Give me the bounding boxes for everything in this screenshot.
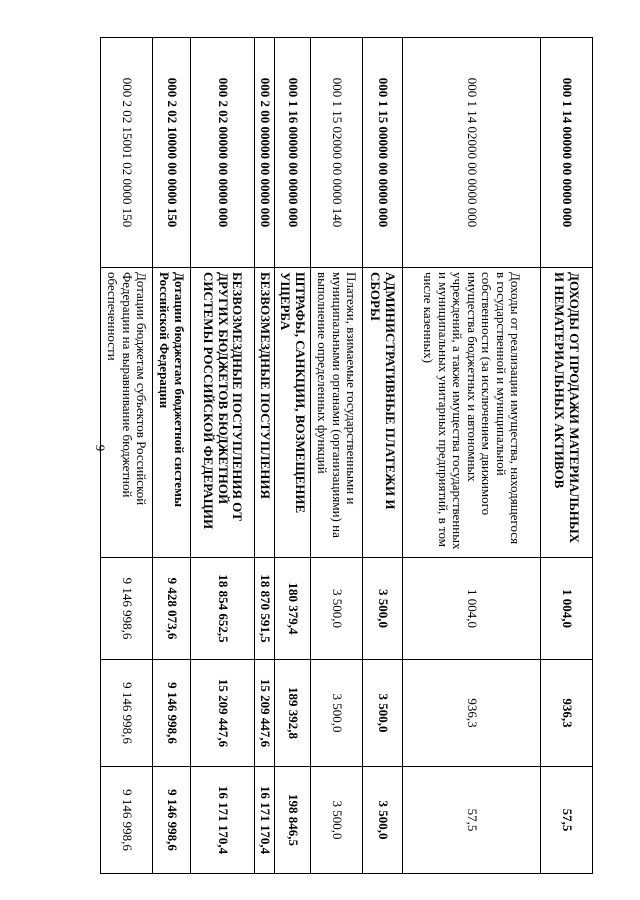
value-year1-cell: 180 379,4 — [275, 558, 311, 660]
value-year3-cell: 16 171 170,4 — [191, 767, 255, 874]
value-year2-cell: 3 500,0 — [363, 660, 403, 767]
table-row — [101, 38, 153, 874]
value-year2-cell: 9 146 998,6 — [101, 660, 153, 767]
revenue-name-cell: АДМИНИСТРАТИВНЫЕ ПЛАТЕЖИ И СБОРЫ — [363, 268, 403, 558]
revenue-name-cell: ШТРАФЫ, САНКЦИИ, ВОЗМЕЩЕНИЕ УЩЕРБА — [275, 268, 311, 558]
budget-code-cell: 000 1 15 02000 00 0000 140 — [311, 38, 363, 268]
table-row — [153, 38, 191, 874]
value-year1-cell: 18 854 652,5 — [191, 558, 255, 660]
value-year2-cell: 3 500,0 — [311, 660, 363, 767]
value-year1-cell: 1 004,0 — [403, 558, 541, 660]
value-year1-cell: 1 004,0 — [541, 558, 593, 660]
budget-code-cell: 000 2 02 00000 00 0000 000 — [191, 38, 255, 268]
value-year3-cell: 16 171 170,4 — [255, 767, 275, 874]
rotated-table-container — [101, 37, 593, 873]
budget-code-cell: 000 2 02 10000 00 0000 150 — [153, 38, 191, 268]
page-number: 9 — [93, 444, 108, 452]
value-year1-cell: 3 500,0 — [311, 558, 363, 660]
revenue-name-cell: Дотации бюджетам бюджетной системы Российской Федерации — [153, 268, 191, 558]
budget-code-cell: 000 1 15 00000 00 0000 000 — [363, 38, 403, 268]
table-row — [541, 38, 593, 874]
table-row — [403, 38, 541, 874]
value-year3-cell: 57,5 — [403, 767, 541, 874]
table-row — [275, 38, 311, 874]
revenue-name-cell: БЕЗВОЗМЕЗДНЫЕ ПОСТУПЛЕНИЯ ОТ ДРУГИХ БЮДЖЕТОВ БЮДЖЕТНОЙ СИСТЕМЫ РОССИЙСКОЙ ФЕДЕРАЦИИ — [191, 268, 255, 558]
value-year2-cell: 15 209 447,6 — [191, 660, 255, 767]
budget-code-cell: 000 2 02 15001 02 0000 150 — [101, 38, 153, 268]
budget-code-cell: 000 1 14 00000 00 0000 000 — [541, 38, 593, 268]
value-year1-cell: 3 500,0 — [363, 558, 403, 660]
value-year3-cell: 9 146 998,6 — [101, 767, 153, 874]
value-year2-cell: 15 209 447,6 — [255, 660, 275, 767]
value-year3-cell: 57,5 — [541, 767, 593, 874]
revenue-name-cell: БЕЗВОЗМЕЗДНЫЕ ПОСТУПЛЕНИЯ — [255, 268, 275, 558]
table-row — [363, 38, 403, 874]
value-year2-cell: 936,3 — [541, 660, 593, 767]
value-year3-cell: 198 846,5 — [275, 767, 311, 874]
value-year1-cell: 9 146 998,6 — [101, 558, 153, 660]
revenue-name-cell: Платежи, взимаемые государственными и муниципальными органами (организациями) на выполнение определенных функций — [311, 268, 363, 558]
table-row — [191, 38, 255, 874]
budget-code-cell: 000 1 16 00000 00 0000 000 — [275, 38, 311, 268]
revenue-name-cell: ДОХОДЫ ОТ ПРОДАЖИ МАТЕРИАЛЬНЫХ И НЕМАТЕРИАЛЬНЫХ АКТИВОВ — [541, 268, 593, 558]
revenue-name-cell: Дотации бюджетам субъектов Российской Федерации на выравнивание бюджетной обеспеченности — [101, 268, 153, 558]
budget-code-cell: 000 2 00 00000 00 0000 000 — [255, 38, 275, 268]
value-year3-cell: 3 500,0 — [311, 767, 363, 874]
table-row — [255, 38, 275, 874]
value-year1-cell: 18 870 591,5 — [255, 558, 275, 660]
value-year3-cell: 3 500,0 — [363, 767, 403, 874]
table-row — [311, 38, 363, 874]
revenue-name-cell: Доходы от реализации имущества, находящегося в государственной и муниципальной собственности (за исключением движимого имущества бюджетных и автономных учреждений, а также имущества государственных и муниципальных унитарных предприятий, в том числе казенных) — [403, 268, 541, 558]
value-year2-cell: 189 392,8 — [275, 660, 311, 767]
value-year3-cell: 9 146 998,6 — [153, 767, 191, 874]
value-year2-cell: 936,3 — [403, 660, 541, 767]
budget-revenue-table — [100, 37, 593, 874]
budget-code-cell: 000 1 14 02000 00 0000 000 — [403, 38, 541, 268]
value-year2-cell: 9 146 998,6 — [153, 660, 191, 767]
value-year1-cell: 9 428 073,6 — [153, 558, 191, 660]
